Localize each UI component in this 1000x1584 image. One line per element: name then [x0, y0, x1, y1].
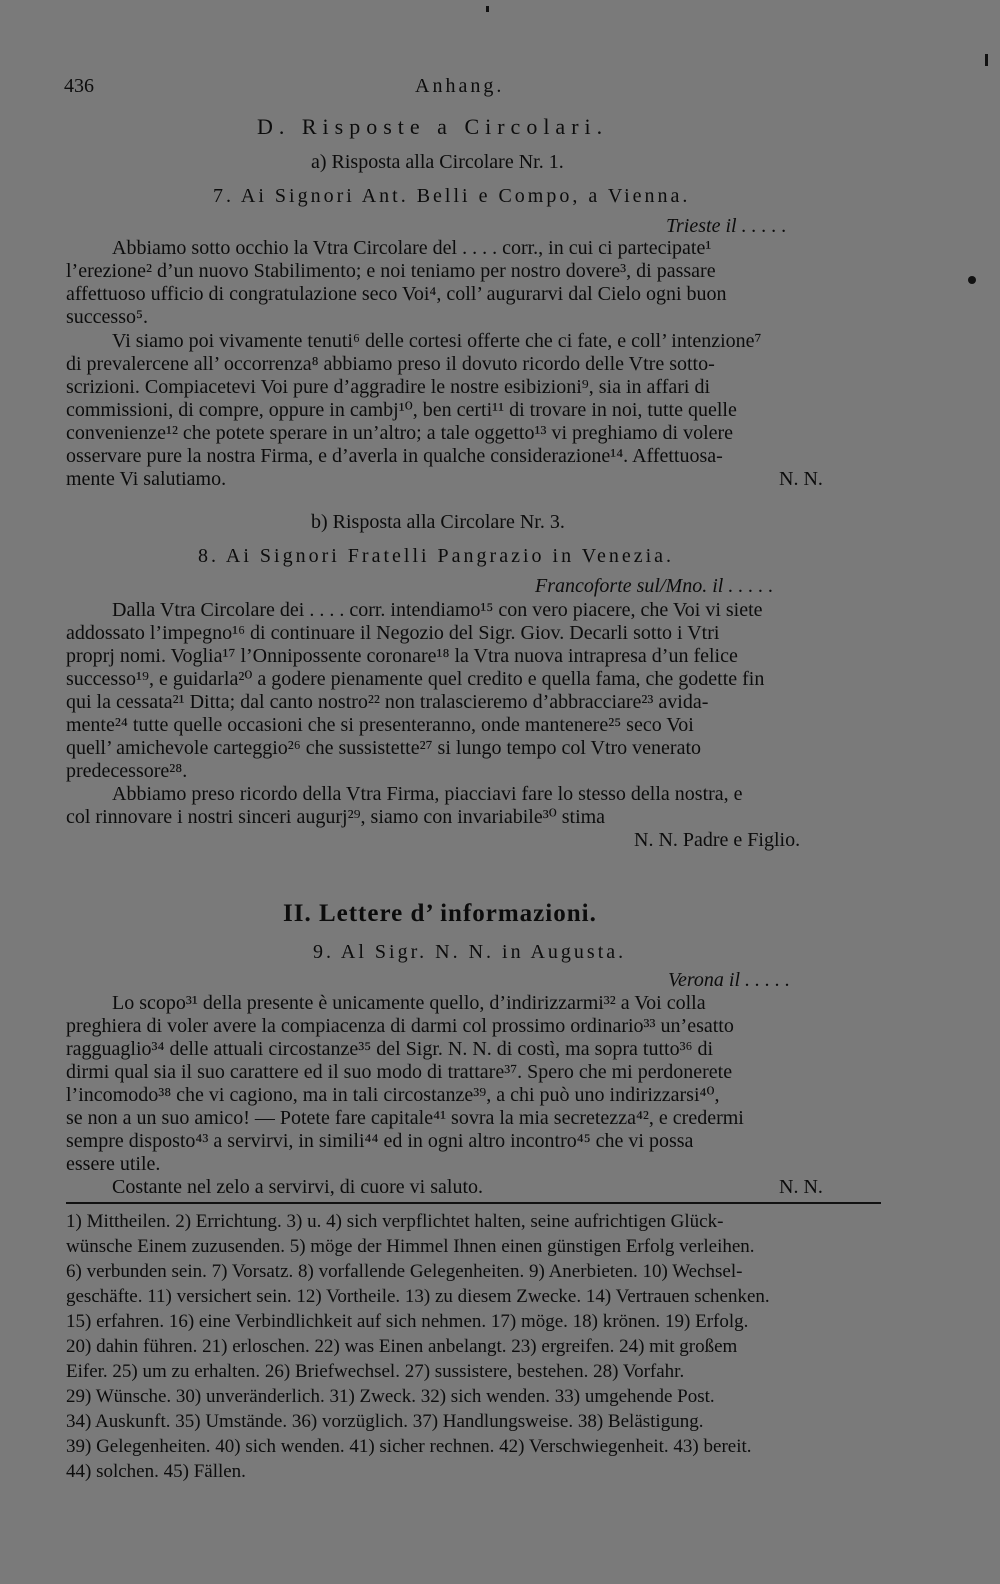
ink-speck [985, 54, 988, 66]
text-line: mente²⁴ tutte quelle occasioni che si presenteranno, onde mantenere²⁵ seco Voi [66, 714, 694, 736]
footnote-line: 29) Wünsche. 30) unveränderlich. 31) Zweck. 32) sich wenden. 33) umgehende Post. [66, 1386, 715, 1407]
text-line: col rinnovare i nostri sinceri augurj²⁹, siamo con invariabile³⁰ stima [66, 806, 606, 828]
text-line: Abbiamo preso ricordo della Vtra Firma, piacciavi fare lo stesso della nostra, e [112, 783, 743, 805]
text-line: preghiera di voler avere la compiacenza di darmi col prossimo ordinario³³ un’esatto [66, 1015, 734, 1037]
letter-8-place-date: Francoforte sul/Mno. il . . . . . [535, 575, 774, 597]
text-line: l’erezione² d’un nuovo Stabilimento; e noi teniamo per nostro dovere³, di passare [66, 260, 716, 282]
footnote-line: 6) verbunden sein. 7) Vorsatz. 8) vorfallende Gelegenheiten. 9) Anerbieten. 10) Wechsel- [66, 1261, 743, 1282]
text-line: Dalla Vtra Circolare dei . . . . corr. intendiamo¹⁵ con vero piacere, che Voi vi siete [112, 599, 763, 621]
text-line: ragguaglio³⁴ delle attuali circostanze³⁵ del Sigr. N. N. di costì, ma sopra tutto³⁶ di [66, 1038, 714, 1060]
text-line: convenienze¹² che potete sperare in un’altro; a tale oggetto¹³ vi preghiamo di volere [66, 422, 734, 444]
letter-8-address: 8. Ai Signori Fratelli Pangrazio in Venezia. [198, 545, 675, 567]
letter-9-place-date: Verona il . . . . . [668, 969, 791, 991]
subsection-b-title: b) Risposta alla Circolare Nr. 3. [311, 511, 565, 533]
letter-7-address: 7. Ai Signori Ant. Belli e Compo, a Vienna. [213, 185, 691, 207]
text-line: essere utile. [66, 1153, 161, 1175]
footnote-line: 20) dahin führen. 21) erloschen. 22) was Einen anbelangt. 23) ergreifen. 24) mit großem [66, 1336, 738, 1357]
footnote-line: geschäfte. 11) versichert sein. 12) Vortheile. 13) zu diesem Zwecke. 14) Vertrauen schenken. [66, 1286, 770, 1307]
page-number: 436 [64, 75, 94, 97]
running-title: Anhang. [415, 75, 505, 97]
section-ii-heading: II. Lettere d’ informazioni. [283, 900, 597, 927]
text-line: addossato l’impegno¹⁶ di continuare il Negozio del Sigr. Giov. Decarli sotto i Vtri [66, 622, 720, 644]
section-d-heading: D. Risposte a Circolari. [257, 114, 609, 139]
text-line: sempre disposto⁴³ a servirvi, in simili⁴⁴ ed in ogni altro incontro⁴⁵ che vi possa [66, 1130, 694, 1152]
text-line: l’incomodo³⁸ che vi cagiono, ma in tali circostanze³⁹, a chi può uno indirizzarsi⁴⁰, [66, 1084, 720, 1106]
text-line: Lo scopo³¹ della presente è unicamente quello, d’indirizzarmi³² a Voi colla [112, 992, 706, 1014]
text-line: di prevalercene all’ occorrenza⁸ abbiamo preso il dovuto ricordo delle Vtre sotto- [66, 353, 715, 375]
text-line: successo¹⁹, e guidarla²⁰ a godere pienamente quel credito e quella fama, che godette fin [66, 668, 765, 690]
text-line: Vi siamo poi vivamente tenuti⁶ delle cortesi offerte che ci fate, e coll’ intenzione⁷ [112, 330, 762, 352]
text-line: mente Vi salutiamo. [66, 468, 227, 490]
text-line: quell’ amichevole carteggio²⁶ che sussistette²⁷ si lungo tempo col Vtro venerato [66, 737, 702, 759]
text-line: affettuoso ufficio di congratulazione seco Voi⁴, coll’ augurarvi dal Cielo ogni buon [66, 283, 727, 305]
text-line: commissioni, di compre, oppure in cambj¹⁰, ben certi¹¹ di trovare in noi, tutte quelle [66, 399, 737, 421]
text-line: Costante nel zelo a servirvi, di cuore vi saluto. [112, 1176, 484, 1198]
letter-8-signature: N. N. Padre e Figlio. [634, 829, 801, 851]
footnote-divider [66, 1202, 881, 1204]
letter-9-address: 9. Al Sigr. N. N. in Augusta. [313, 941, 627, 963]
footnote-line: wünsche Einem zuzusenden. 5) möge der Himmel Ihnen einen günstigen Erfolg verleihen. [66, 1236, 755, 1257]
letter-9-signature: N. N. [779, 1176, 823, 1198]
letter-7-signature: N. N. [779, 468, 823, 490]
text-line: dirmi qual sia il suo carattere ed il suo modo di trattare³⁷. Spero che mi perdonerete [66, 1061, 733, 1083]
footnote-line: 34) Auskunft. 35) Umstände. 36) vorzüglich. 37) Handlungsweise. 38) Belästigung. [66, 1411, 704, 1432]
footnote-line: Eifer. 25) um zu erhalten. 26) Briefwechsel. 27) sussistere, bestehen. 28) Vorfahr. [66, 1361, 685, 1382]
text-line: qui la cessata²¹ Ditta; dal canto nostro²² non tralascieremo d’abbracciare²³ avida- [66, 691, 709, 713]
text-line: predecessore²⁸. [66, 760, 188, 782]
footnote-line: 1) Mittheilen. 2) Errichtung. 3) u. 4) sich verpflichtet halten, seine aufrichtigen Glück- [66, 1211, 724, 1232]
footnote-line: 15) erfahren. 16) eine Verbindlichkeit auf sich nehmen. 17) möge. 18) krönen. 19) Erfolg. [66, 1311, 749, 1332]
footnote-line: 39) Gelegenheiten. 40) sich wenden. 41) sicher rechnen. 42) Verschwiegenheit. 43) bereit. [66, 1436, 752, 1457]
text-line: Abbiamo sotto occhio la Vtra Circolare del . . . . corr., in cui ci partecipate¹ [112, 237, 712, 259]
subsection-a-title: a) Risposta alla Circolare Nr. 1. [311, 151, 564, 173]
text-line: se non a un suo amico! — Potete fare capitale⁴¹ sovra la mia secretezza⁴², e credermi [66, 1107, 744, 1129]
text-line: successo⁵. [66, 306, 148, 328]
ink-speck [968, 276, 976, 284]
letter-7-place-date: Trieste il . . . . . [666, 215, 787, 237]
text-line: osservare pure la nostra Firma, e d’averla in qualche considerazione¹⁴. Affettuosa- [66, 445, 723, 467]
text-line: scrizioni. Compiacetevi Voi pure d’aggradire le nostre esibizioni⁹, sia in affari di [66, 376, 711, 398]
ink-speck [486, 6, 489, 12]
text-line: proprj nomi. Voglia¹⁷ l’Onnipossente coronare¹⁸ la Vtra nuova intrapresa d’un felice [66, 645, 738, 667]
footnote-line: 44) solchen. 45) Fällen. [66, 1461, 246, 1482]
